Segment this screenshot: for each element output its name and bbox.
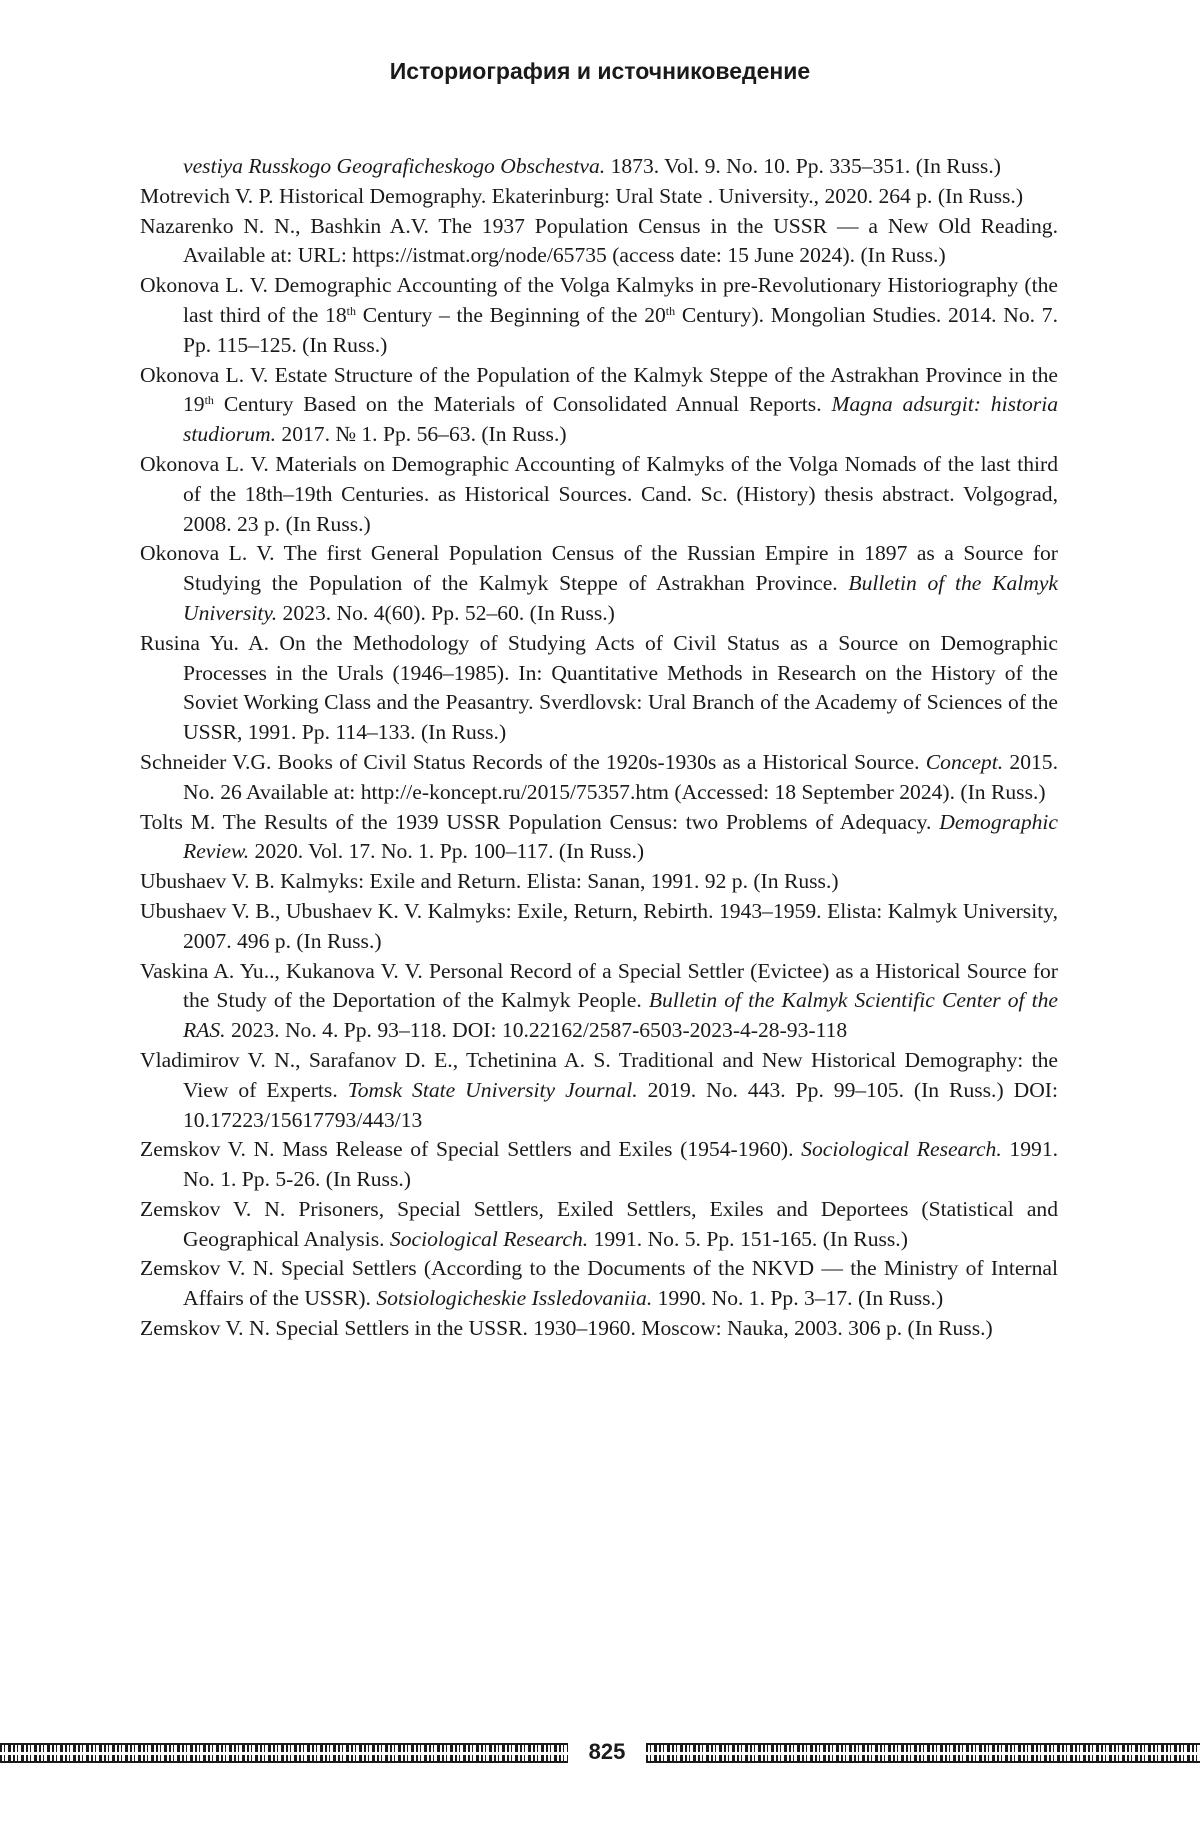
reference-text: Century – the Beginning of the 20 (356, 302, 666, 327)
journal-title: Demographic Review. (183, 809, 1058, 864)
page-footer (0, 1739, 1200, 1764)
reference-text: Rusina Yu. A. On the Methodology of Studying Acts of Civil Status as a Source on Demographic Processes in the Urals (1946–1985). In: Quantitative Methods in Research on the History of the Soviet Working Class and the Peasantry. Sverdlovsk: Ural Branch of the Academy of Sciences of the USSR, 1991. Pp. 114–133. (In Russ.) (140, 630, 1058, 745)
reference-text: 2020. Vol. 17. No. 1. Pp. 100–117. (In Russ.) (249, 839, 645, 864)
reference-text: Ubushaev V. B. Kalmyks: Exile and Return. Elista: Sanan, 1991. 92 p. (In Russ.) (140, 869, 839, 894)
reference-text: Tolts M. The Results of the 1939 USSR Population Census: two Problems of Adequacy. (140, 809, 940, 834)
reference-text: 2015. No. 26 Available at: http://e-koncept.ru/2015/75357.htm (Accessed: 18 September 2024). (In Russ.) (183, 749, 1059, 804)
reference-entry (140, 1046, 1058, 1135)
reference-text: Century Based on the Materials of Consolidated Annual Reports. (213, 392, 832, 417)
superscript: th (346, 303, 356, 318)
reference-text: 1873. Vol. 9. No. 10. Pp. 335–351. (In Russ.) (605, 154, 1001, 178)
reference-entry (140, 1314, 1058, 1344)
reference-text: Zemskov V. N. Prisoners, Special Settlers, Exiled Settlers, Exiles and Deportees (Statistical and Geographical Analysis. (140, 1196, 1058, 1251)
journal-title: Magna adsurgit: historia studiorum. (183, 392, 1058, 447)
reference-entry (140, 271, 1058, 360)
reference-entry (140, 539, 1058, 628)
running-header: Историография и источниковедение (389, 58, 811, 84)
reference-text: 1991. No. 1. Pp. 5-26. (In Russ.) (183, 1137, 1059, 1192)
superscript: th (665, 303, 676, 318)
journal-title: vestiya Russkogo Geograficheskogo Obschestva. (183, 154, 606, 178)
reference-text: 1991. No. 5. Pp. 151-165. (In Russ.) (588, 1226, 908, 1251)
reference-text: Zemskov V. N. Special Settlers in the USSR. 1930–1960. Moscow: Nauka, 2003. 306 p. (In Russ.) (140, 1316, 993, 1341)
reference-text: Okonova L. V. Materials on Demographic Accounting of Kalmyks of the Volga Nomads of the last third of the 18th–19th Centuries. as Historical Sources. Cand. Sc. (History) thesis abstract. Volgograd, 2008. 23 p. (In Russ.) (140, 451, 1058, 536)
reference-text: Nazarenko N. N., Bashkin A.V. The 1937 Population Census in the USSR — a New Old Reading. Available at: URL: https://istmat.org/node/65735 (access date: 15 June 2024). (In Russ.) (140, 213, 1058, 268)
reference-entry (140, 957, 1058, 1046)
journal-title: Bulletin of the Kalmyk University. (183, 571, 1059, 625)
journal-title: Sociological Research. (389, 1226, 589, 1251)
reference-text: Schneider V.G. Books of Civil Status Records of the 1920s-1930s as a Historical Source. (140, 749, 926, 774)
reference-entry (140, 450, 1058, 539)
reference-entry (140, 897, 1058, 957)
reference-text: Okonova L. V. Demographic Accounting of the Volga Kalmyks in pre-Revolutionary Historiography (the last third of the 18 (140, 273, 1058, 327)
reference-text: Century). Mongolian Studies. 2014. No. 7. Pp. 115–125. (In Russ.) (183, 302, 1059, 357)
reference-text: Ubushaev V. B., Ubushaev K. V. Kalmyks: Exile, Return, Rebirth. 1943–1959. Elista: Kalmyk University, 2007. 496 p. (In Russ.) (140, 898, 1058, 953)
reference-list (140, 152, 1058, 1344)
reference-text: Zemskov V. N. Special Settlers (According to the Documents of the NKVD — the Ministry of Internal Affairs of the USSR). (140, 1256, 1058, 1311)
reference-entry (140, 629, 1058, 748)
reference-entry (140, 182, 1058, 212)
reference-entry (140, 152, 1058, 182)
reference-text: 2019. No. 443. Pp. 99–105. (In Russ.) DOI: 10.17223/15617793/443/13 (183, 1077, 1058, 1132)
reference-text: Vaskina A. Yu.., Kukanova V. V. Personal Record of a Special Settler (Evictee) as a Historical Source for the Study of the Deportation of the Kalmyk People. (140, 958, 1058, 1013)
journal-title: Sociological Research. (801, 1137, 1002, 1162)
journal-title: Tomsk State University Journal. (347, 1077, 638, 1102)
reference-entry (140, 808, 1058, 868)
reference-text: Okonova L. V. Estate Structure of the Population of the Kalmyk Steppe of the Astrakhan Province in the 19 (140, 362, 1058, 417)
reference-entry (140, 212, 1058, 272)
reference-text: Okonova L. V. The first General Population Census of the Russian Empire in 1897 as a Source for Studying the Population of the Kalmyk Steppe of Astrakhan Province. (140, 541, 1058, 596)
reference-entry (140, 748, 1058, 808)
reference-entry (140, 1254, 1058, 1314)
reference-text: 2023. No. 4. Pp. 93–118. DOI: 10.22162/2587-6503-2023-4-28-93-118 (225, 1018, 848, 1043)
reference-entry (140, 1135, 1058, 1195)
page-number: 825 (588, 1739, 626, 1764)
reference-text: 1990. No. 1. Pp. 3–17. (In Russ.) (652, 1286, 944, 1311)
superscript: th (204, 393, 214, 408)
journal-title: Sotsiologicheskie Issledovaniia. (376, 1286, 653, 1311)
ornament-band-right (646, 1743, 1200, 1763)
reference-text: 2017. № 1. Pp. 56–63. (In Russ.) (276, 422, 567, 447)
journal-title: Bulletin of the Kalmyk Scientific Center of the RAS. (183, 988, 1058, 1043)
reference-text: Motrevich V. P. Historical Demography. Ekaterinburg: Ural State . University., 2020. 264 p. (In Russ.) (140, 183, 1024, 208)
reference-text: 2023. No. 4(60). Pp. 52–60. (In Russ.) (277, 600, 615, 625)
journal-title: Concept. (925, 749, 1004, 774)
ornament-band-left (0, 1743, 568, 1763)
reference-text: Vladimirov V. N., Sarafanov D. E., Tchetinina A. S. Traditional and New Historical Demography: the View of Experts. (140, 1047, 1058, 1102)
reference-entry (140, 867, 1058, 897)
reference-entry (140, 361, 1058, 450)
reference-entry (140, 1195, 1058, 1255)
reference-text: Zemskov V. N. Mass Release of Special Settlers and Exiles (1954-1960). (140, 1137, 802, 1162)
